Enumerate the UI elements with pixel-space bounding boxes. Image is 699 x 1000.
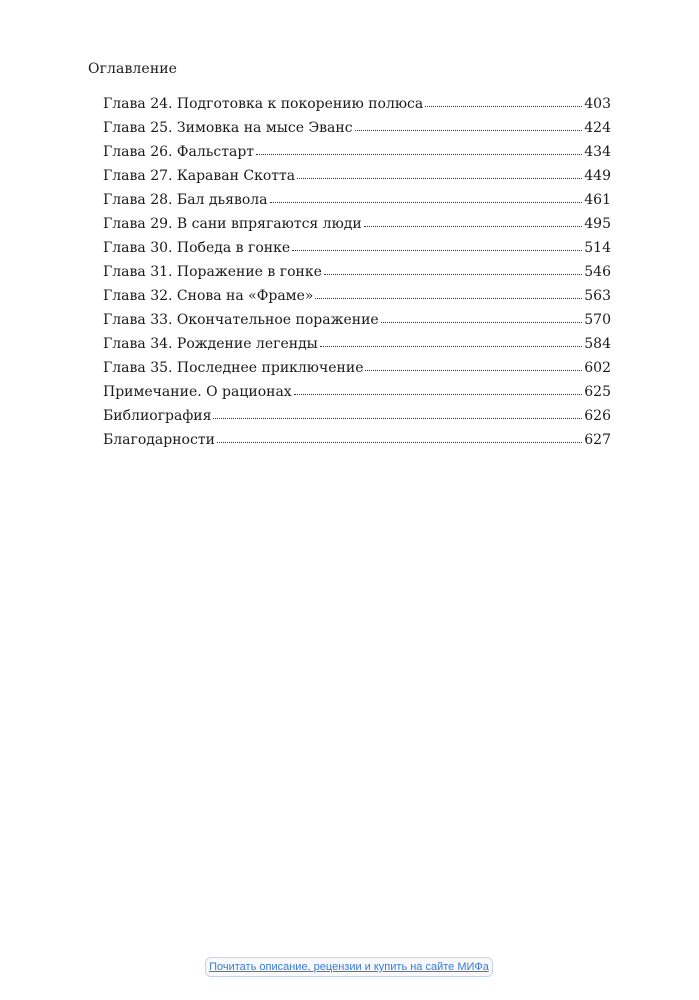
toc-entry-page-number: 570 (584, 312, 611, 328)
toc-entry-page-number: 546 (584, 264, 611, 280)
toc-entry-page-number: 424 (584, 120, 611, 136)
toc-entry[interactable] (103, 284, 611, 308)
toc-entry-page-number: 495 (584, 216, 611, 232)
toc-dot-leader (213, 417, 582, 419)
toc-entry[interactable] (103, 404, 611, 428)
table-of-contents (103, 92, 611, 452)
toc-entry-title: Глава 28. Бал дьявола (103, 192, 268, 208)
toc-entry[interactable] (103, 188, 611, 212)
toc-entry-page-number: 403 (584, 96, 611, 112)
toc-entry-title: Глава 25. Зимовка на мысе Эванс (103, 120, 353, 136)
toc-dot-leader (355, 129, 583, 131)
toc-dot-leader (364, 225, 583, 227)
toc-dot-leader (217, 441, 582, 443)
toc-dot-leader (315, 297, 582, 299)
toc-entry-page-number: 434 (584, 144, 611, 160)
toc-dot-leader (324, 273, 582, 275)
toc-entry[interactable] (103, 236, 611, 260)
toc-entry-page-number: 625 (584, 384, 611, 400)
toc-entry[interactable] (103, 92, 611, 116)
toc-entry-title: Глава 27. Караван Скотта (103, 168, 296, 184)
buy-on-mif-link[interactable]: Почитать описание, рецензии и купить на сайте МИФа (205, 957, 493, 977)
toc-entry[interactable] (103, 164, 611, 188)
toc-entry-page-number: 602 (584, 360, 611, 376)
toc-entry[interactable] (103, 116, 611, 140)
toc-dot-leader (297, 177, 582, 179)
toc-entry-page-number: 627 (584, 432, 611, 448)
toc-entry-title: Глава 30. Победа в гонке (103, 240, 291, 256)
toc-entry[interactable] (103, 380, 611, 404)
toc-entry-title: Глава 35. Последнее приключение (103, 360, 364, 376)
toc-entry-page-number: 449 (584, 168, 611, 184)
toc-entry[interactable] (103, 260, 611, 284)
toc-entry[interactable] (103, 212, 611, 236)
running-head-title: Оглавление (88, 61, 178, 77)
toc-dot-leader (256, 153, 582, 155)
toc-entry-title: Благодарности (103, 432, 215, 448)
toc-dot-leader (381, 321, 583, 323)
toc-entry-page-number: 584 (584, 336, 611, 352)
toc-dot-leader (270, 201, 583, 203)
toc-entry-page-number: 626 (584, 408, 611, 424)
toc-entry-page-number: 514 (584, 240, 611, 256)
toc-entry-title: Глава 33. Окончательное поражение (103, 312, 379, 328)
toc-entry[interactable] (103, 356, 611, 380)
toc-entry-title: Глава 24. Подготовка к покорению полюса (103, 96, 424, 112)
toc-entry-title: Глава 31. Поражение в гонке (103, 264, 322, 280)
toc-entry-title: Глава 26. Фальстарт (103, 144, 255, 160)
toc-dot-leader (365, 369, 582, 371)
toc-entry[interactable] (103, 140, 611, 164)
toc-dot-leader (292, 249, 582, 251)
toc-dot-leader (320, 345, 582, 347)
toc-entry[interactable] (103, 428, 611, 452)
toc-entry-title: Глава 32. Снова на «Фраме» (103, 288, 314, 304)
toc-entry-title: Глава 34. Рождение легенды (103, 336, 318, 352)
toc-entry-title: Глава 29. В сани впрягаются люди (103, 216, 362, 232)
toc-entry-title: Примечание. О рационах (103, 384, 292, 400)
toc-entry-page-number: 461 (584, 192, 611, 208)
toc-entry[interactable] (103, 332, 611, 356)
toc-entry-page-number: 563 (584, 288, 611, 304)
toc-dot-leader (294, 393, 583, 395)
toc-dot-leader (425, 105, 582, 107)
toc-entry-title: Библиография (103, 408, 212, 424)
toc-entry[interactable] (103, 308, 611, 332)
